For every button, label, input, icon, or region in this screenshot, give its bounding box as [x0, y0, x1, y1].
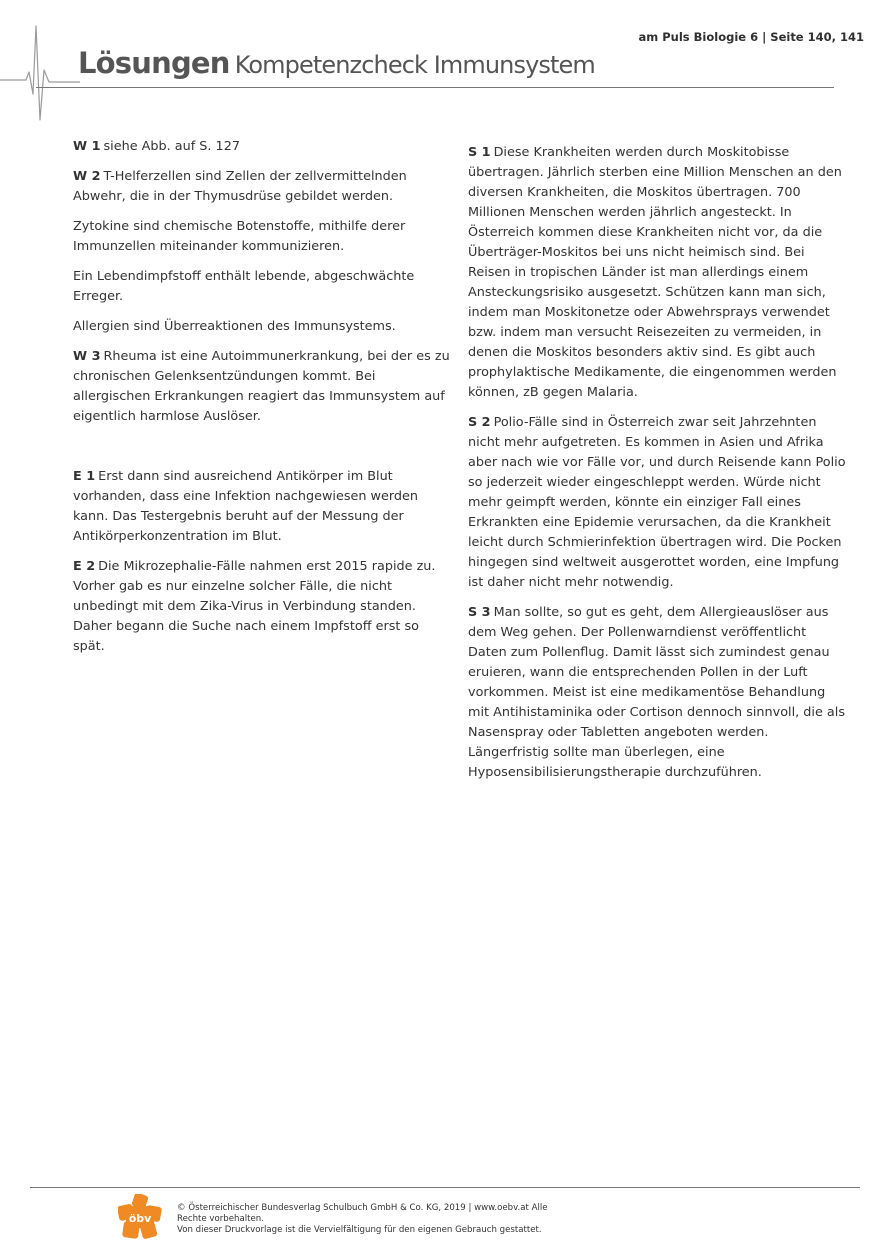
answer-text: siehe Abb. auf S. 127	[103, 139, 240, 154]
answer-label: S 2	[468, 415, 491, 430]
answer-w3	[73, 347, 451, 427]
answer-label: E 2	[73, 559, 96, 574]
footer-line-1: © Österreichischer Bundesverlag Schulbuch GmbH & Co. KG, 2019 | www.oebv.at Alle	[177, 1203, 548, 1213]
answer-text: Rheuma ist eine Autoimmunerkrankung, bei der es zu chronischen Gelenksentzündungen kommt. Bei allergischen Erkrankungen reagiert das Immunsystem auf eigentlich harmlose Auslöser.	[73, 349, 450, 424]
title-rest: Kompetenzcheck Immunsystem	[234, 51, 595, 79]
page-title	[78, 46, 595, 80]
book-reference: am Puls Biologie 6 | Seite 140, 141	[638, 30, 864, 44]
answer-text: Zytokine sind chemische Botenstoffe, mithilfe derer Immunzellen miteinander kommunizieren.	[73, 219, 406, 254]
answer-text: Erst dann sind ausreichend Antikörper im Blut vorhanden, dass eine Infektion nachgewiesen werden kann. Das Testergebnis beruht auf der Messung der Antikörperkonzentration im Blut.	[73, 469, 419, 544]
footer-line-3: Von dieser Druckvorlage ist die Vervielfältigung für den eigenen Gebrauch gestattet.	[177, 1225, 542, 1235]
header-divider	[36, 87, 834, 88]
answer-label: E 1	[73, 469, 96, 484]
answer-label: W 2	[73, 169, 101, 184]
footer-line-2: Rechte vorbehalten.	[177, 1214, 264, 1224]
answer-label: S 3	[468, 605, 491, 620]
answer-label: W 1	[73, 139, 101, 154]
answer-text: Die Mikrozephalie-Fälle nahmen erst 2015 rapide zu. Vorher gab es nur einzelne solcher Fälle, die nicht unbedingt mit dem Zika-Virus in Verbindung standen. Daher begann die Suche nach einem Impfstoff erst so spät.	[73, 559, 436, 654]
answer-w2-lebendimpfstoff	[73, 267, 451, 307]
answer-text: Diese Krankheiten werden durch Moskitobisse übertragen. Jährlich sterben eine Million Menschen an den diversen Krankheiten, die Moskitos übertragen. 700 Millionen Menschen werden jährlich angesteckt. In Österreich kommen diese Krankheiten nicht vor, da die Überträger-Moskitos bei uns nicht heimisch sind. Bei Reisen in tropischen Länder ist man allerdings einem Ansteckungsrisiko ausgesetzt. Schützen kann man sich, indem man Moskitonetze oder Abwehrsprays verwendet bzw. indem man versucht Reisezeiten zu vermeiden, in denen die Moskitos besonders aktiv sind. Es gibt auch prophylaktische Medikamente, die eingenommen werden können, zB gegen Malaria.	[468, 145, 842, 400]
answer-text: Ein Lebendimpfstoff enthält lebende, abgeschwächte Erreger.	[73, 269, 415, 304]
answer-label: S 1	[468, 145, 491, 160]
logo-text: öbv	[128, 1212, 152, 1225]
oebv-logo-icon	[118, 1194, 162, 1240]
footer-copyright	[177, 1203, 567, 1236]
title-bold: Lösungen	[78, 46, 230, 80]
answer-text: Allergien sind Überreaktionen des Immunsystems.	[73, 319, 396, 334]
right-column	[468, 143, 848, 793]
answer-w2-zytokine	[73, 217, 451, 257]
answer-e2	[73, 557, 451, 657]
answer-w2	[73, 167, 451, 207]
answer-text: Man sollte, so gut es geht, dem Allergieauslöser aus dem Weg gehen. Der Pollenwarndienst veröffentlicht Daten zum Pollenflug. Damit lässt sich zumindest genau eruieren, wann die entsprechenden Pollen in der Luft vorkommen. Meist ist eine medikamentöse Behandlung mit Antihistaminika oder Cortison dennoch sinnvoll, die als Nasenspray oder Tabletten angeboten werden. Längerfristig sollte man überlegen, eine Hyposensibilisierungstherapie durchzuführen.	[468, 605, 845, 780]
answer-label: W 3	[73, 349, 101, 364]
answer-e1	[73, 467, 451, 547]
heartbeat-line-icon	[0, 20, 80, 125]
answer-s2	[468, 413, 848, 593]
answer-w1	[73, 137, 451, 157]
left-column	[73, 137, 451, 667]
answer-text: T-Helferzellen sind Zellen der zellvermittelnden Abwehr, die in der Thymusdrüse gebildet werden.	[73, 169, 407, 204]
answer-s1	[468, 143, 848, 403]
answer-w2-allergien	[73, 317, 451, 337]
footer-divider	[30, 1187, 860, 1188]
answer-text: Polio-Fälle sind in Österreich zwar seit Jahrzehnten nicht mehr aufgetreten. Es kommen in Asien und Afrika aber nach wie vor Fälle vor, und durch Reisende kann Polio so jederzeit wieder eingeschleppt werden. Würde nicht mehr geimpft werden, könnte ein einziger Fall eines Erkrankten eine Epidemie verursachen, da die Krankheit leicht durch Schmierinfektion übertragen wird. Die Pocken hingegen sind weltweit ausgerottet worden, eine Impfung ist daher nicht mehr notwendig.	[468, 415, 846, 590]
answer-s3	[468, 603, 848, 783]
